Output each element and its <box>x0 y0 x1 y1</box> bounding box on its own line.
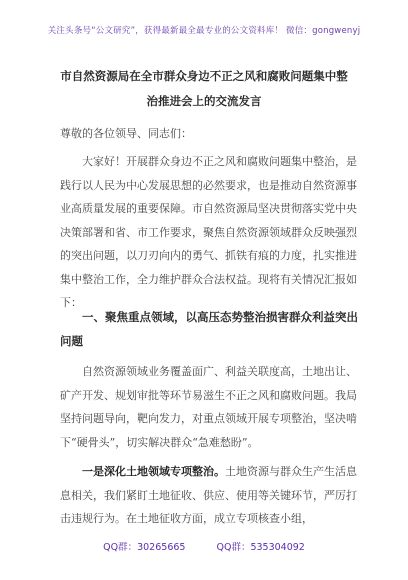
document-title: 市自然资源局在全市群众身边不正之风和腐败问题集中整治推进会上的交流发言 <box>60 69 348 108</box>
qq-group-2: QQ群：535304092 <box>216 542 305 553</box>
section-heading-1: 一、聚焦重点领域，以高压态势整治损害群众利益突出问题 <box>60 310 358 348</box>
qq-group-1: QQ群：30265665 <box>103 542 186 553</box>
paragraph-body: 土地资源与群众生产生活息息相关，我们紧盯土地征收、供应、使用等关键环节，严厉打击违规行为。在土地征收方面，成立专项核查小组， <box>60 465 357 525</box>
salutation: 尊敬的各位领导、同志们： <box>60 127 192 140</box>
paragraph-intro: 大家好！开展群众身边不正之风和腐败问题集中整治，是践行以人民为中心发展思想的必然要求，也是推动自然资源事业高质量发展的重要保障。市自然资源局坚决贯彻落实党中央决策部署和省、市工作要求，聚焦自然资源领域群众反映强烈的突出问题，以刀刃向内的勇气、抓铁有痕的力度，扎实推进集中整治工作，全力维护群众合法权益。现将有关情况汇报如下： <box>60 155 357 309</box>
footer-qq-groups <box>0 539 408 553</box>
header-banner: 关注头条号“公文研究”，获得最新最全最专业的公文资料库！ 微信：gongwenyj <box>47 26 361 36</box>
paragraph-lead-phrase: 一是深化土地领域专项整治。 <box>82 465 225 478</box>
paragraph-section-1: 自然资源领域业务覆盖面广、利益关联度高，土地出让、矿产开发、规划审批等环节易滋生不正之风和腐败问题。我局坚持问题导向，靶向发力，对重点领域开展专项整治，坚决啃下“硬骨头”，切实解决群众“急难愁盼”。 <box>60 365 357 449</box>
paragraph-land-rectification <box>60 460 360 531</box>
